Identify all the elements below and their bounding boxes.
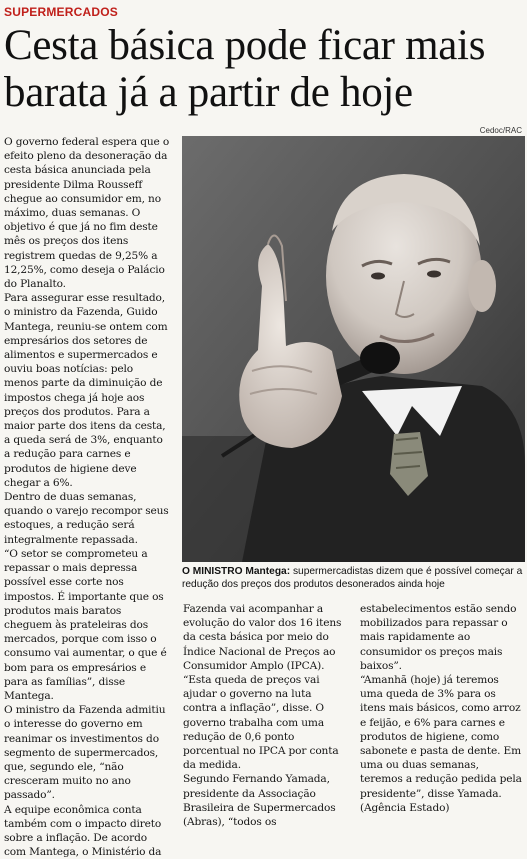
paragraph: Segundo Fernando Yamada, presidente da Associação Brasileira de Supermercados (Abras), “todos os: [183, 773, 336, 829]
section-kicker: SUPERMERCADOS: [4, 5, 118, 19]
minister-photo-illustration: [182, 136, 525, 562]
paragraph: O governo federal espera que o efeito pleno da desoneração da cesta básica anunciada pela presidente Dilma Rousseff chegue ao consumidor em, no máximo, duas semanas. O objetivo é que já no fim deste mês os preços dos itens registrem quedas de 9,25% a 12,25%, como deseja o Palácio do Planalto.: [4, 136, 170, 291]
paragraph: Para assegurar esse resultado, o ministro da Fazenda, Guido Mantega, reuniu-se ontem com empresários dos setores de alimentos e supermercados e ouviu boas notícias: pelo menos parte da diminuição de impostos chega já hoje aos preços dos produtos. Para a maior parte dos itens da cesta, a queda será de 3%, enquanto a redução para carnes e produtos de higiene deve chegar a 6%.: [4, 292, 168, 489]
paragraph: Fazenda vai acompanhar a evolução do valor dos 16 itens da cesta básica por meio do Índice Nacional de Preços ao Consumidor Amplo (IPCA).: [183, 603, 342, 672]
caption-lead: O MINISTRO Mantega:: [182, 566, 291, 577]
article-column-1: [4, 135, 170, 859]
article-column-2: [183, 602, 348, 829]
article-column-3: [360, 602, 524, 815]
paragraph: O ministro da Fazenda admitiu o interesse do governo em reanimar os investimentos do segmento de supermercados, que, segundo ele, “não cresceram muito no ano passado”.: [4, 704, 166, 802]
caption-text: supermercadistas dizem que é possível começar a redução dos preços dos produtos desonerados ainda hoje: [182, 566, 523, 590]
paragraph: “O setor se comprometeu a repassar o mais depressa possível esse corte nos impostos. É importante que os produtos mais baratos cheguem às prateleiras dos mercados, porque com isso o consumo vai aumentar, o que é bom para os empresários e para as famílias”, disse Mantega.: [4, 547, 167, 702]
paragraph: “Esta queda de preços vai ajudar o governo na luta contra a inflação”, disse. O governo trabalha com uma redução de 0,6 ponto porcentual no IPCA por conta da medida.: [183, 674, 339, 772]
paragraph: estabelecimentos estão sendo mobilizados para repassar o mais rapidamente ao consumidor os preços mais baixos”.: [360, 603, 517, 672]
paragraph: “Amanhã (hoje) já teremos uma queda de 3% para os itens mais básicos, como arroz e feijão, e 6% para carnes e produtos de higiene, como sabonete e pasta de dente. Em uma ou duas semanas, teremos a redução pedida pela presidente”, disse Yamada. (Agência Estado): [360, 674, 522, 814]
paragraph: Dentro de duas semanas, quando o varejo recompor seus estoques, a redução será integralmente repassada.: [4, 491, 169, 546]
photo-caption: [182, 565, 525, 591]
headline: [4, 22, 524, 116]
headline-line-1: Cesta básica pode ficar mais: [4, 22, 486, 69]
headline-line-2: barata já a partir de hoje: [4, 69, 413, 116]
photo-credit: Cedoc/RAC: [479, 126, 522, 135]
minister-photo: [182, 136, 525, 562]
paragraph: A equipe econômica conta também com o impacto direto sobre a inflação. De acordo com Mantega, o Ministério da: [4, 803, 162, 859]
